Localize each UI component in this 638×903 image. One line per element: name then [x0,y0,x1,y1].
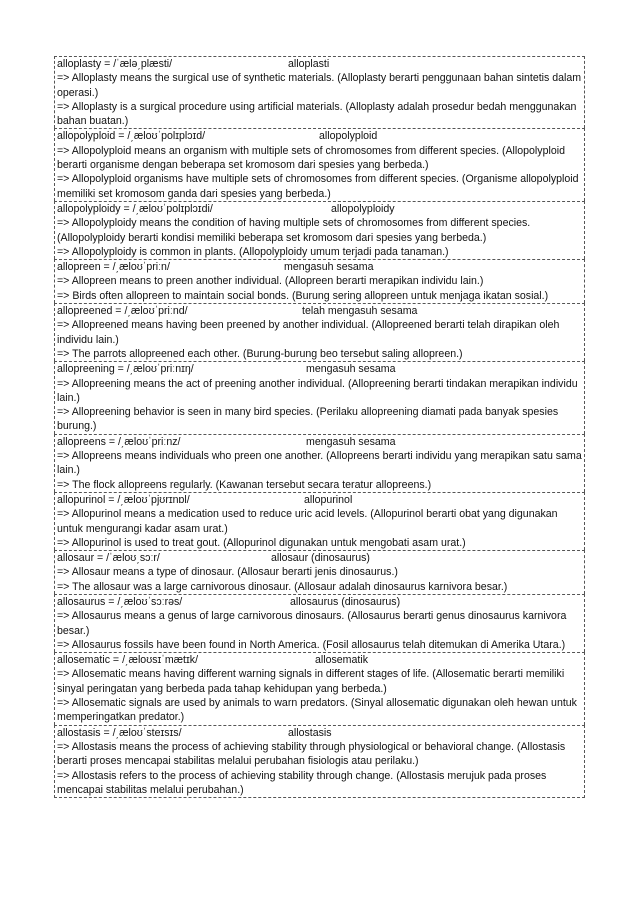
translation: mengasuh sesama [306,363,396,376]
entry-allopurinol [54,492,585,550]
entry-allosematic [54,652,585,724]
example-line: => Birds often allopreen to maintain social bonds. (Burung sering allopreen untuk menjaga ikatan sosial.) [57,289,549,302]
term-pronunciation: allostasis = /͵æloʊˈsteɪsɪs/ [57,726,182,739]
translation: mengasuh sesama [284,261,374,274]
entry-headline [57,362,583,376]
entry-allostasis [54,725,585,798]
translation: allopolyploid [319,130,378,143]
entry-allopreen [54,259,585,303]
entry-allosaurus [54,594,585,652]
definition-line: => Allosaur means a type of dinosaur. (Allosaur berarti jenis dinosaurus.) [57,566,398,579]
definition-line: => Allopolyploidy means the condition of having multiple sets of chromosomes from different species. (Allopolyploidy berarti kondisi memiliki beberapa set kromosom dari spesies yang berbeda.) [57,217,531,244]
term-pronunciation: allosaur = /ˈæloʊ͵sɔːr/ [57,552,160,565]
example-line: => The allosaur was a large carnivorous dinosaur. (Allosaur adalah dinosaurus karnivora besar.) [57,580,508,593]
definition-line: => Allopurinol means a medication used to reduce uric acid levels. (Allopurinol berarti obat yang digunakan untuk mengurangi kadar asam urat.) [57,508,558,535]
entry-alloplasty [54,56,585,128]
entry-headline [57,595,583,609]
entry-allopreened [54,303,585,361]
definition-line: => Alloplasty means the surgical use of synthetic materials. (Alloplasty berarti penggunaan bahan sintetis dalam operasi.) [57,72,582,99]
definition-line: => Allosematic means having different warning signals in different stages of life. (Allosematic berarti memiliki sinyal peringatan yang berbeda pada tahap kehidupan yang berbeda.) [57,668,565,695]
translation: telah mengasuh sesama [302,305,418,318]
term-pronunciation: allosaurus = /͵æloʊˈsɔːrəs/ [57,595,183,608]
entry-allosaur [54,550,585,594]
example-line: => Allopurinol is used to treat gout. (Allopurinol digunakan untuk mengobati asam urat.) [57,536,466,549]
term-pronunciation: allopolyploidy = /͵æloʊˈpolɪplɔɪdi/ [57,202,213,215]
entry-headline [57,260,583,274]
definition-line: => Allostasis means the process of achieving stability through physiological or behavioral change. (Allostasis berarti proses mencapai stabilitas melalui perubahan fisiologis atau perilaku.) [57,740,566,768]
definition-line: => Allopreened means having been preened by another individual. (Allopreened berarti telah dirapikan oleh individu lain.) [57,319,560,346]
entry-headline [57,493,583,507]
example-line: => Allosaurus fossils have been found in North America. (Fosil allosaurus telah ditemukan di Amerika Utara.) [57,638,566,651]
example-line: => Alloplasty is a surgical procedure using artificial materials. (Alloplasty adalah prosedur bedah menggunakan bahan buatan.) [57,100,577,128]
entry-allopreens [54,434,585,492]
definition-line: => Allopreening means the act of preening another individual. (Allopreening berarti tindakan merapikan individu lain.) [57,377,578,404]
entry-headline [57,304,583,318]
translation: allosematik [315,654,368,667]
entry-headline [57,202,583,216]
example-line: => The parrots allopreened each other. (Burung-burung beo tersebut saling allopreen.) [57,347,463,360]
term-pronunciation: allopreens = /͵æloʊˈpriːnz/ [57,435,181,448]
term-pronunciation: allopolyploid = /͵æloʊˈpolɪplɔɪd/ [57,130,206,143]
entry-headline [57,551,583,565]
term-pronunciation: allosematic = /͵æloʊsɪˈmætɪk/ [57,654,199,667]
translation: alloplasti [288,58,330,70]
definition-line: => Allosaurus means a genus of large carnivorous dinosaurs. (Allosaurus berarti genus dinosaurus karnivora besar.) [57,610,567,637]
entry-headline [57,653,583,667]
translation: allosaurus (dinosaurus) [290,595,401,608]
translation: allopurinol [304,493,353,506]
term-pronunciation: allopurinol = /͵æloʊˈpjʊrɪnɒl/ [57,493,190,506]
entry-headline [57,435,583,449]
entry-headline [57,57,583,71]
entry-allopolyploid [54,128,585,200]
entry-headline [57,726,583,740]
example-line: => Allostasis refers to the process of achieving stability through change. (Allostasis merujuk pada proses mencapai stabilitas melalui perubahan.) [57,769,547,796]
term-pronunciation: allopreening = /͵æloʊˈpriːnɪŋ/ [57,363,194,376]
translation: allostasis [288,726,332,739]
term-pronunciation: allopreened = /͵æloʊˈpriːnd/ [57,305,188,318]
example-line: => The flock allopreens regularly. (Kawanan tersebut secara teratur allopreens.) [57,478,432,491]
definition-line: => Allopreens means individuals who preen one another. (Allopreens berarti individu yang merapikan satu sama lain.) [57,450,582,477]
entry-headline [57,129,583,143]
example-line: => Allopreening behavior is seen in many bird species. (Perilaku allopreening diamati pada banyak spesies burung.) [57,406,559,433]
entry-allopolyploidy [54,201,585,259]
translation: mengasuh sesama [306,435,396,448]
term-pronunciation: alloplasty = /ˈælə͵plæsti/ [57,58,173,70]
term-pronunciation: allopreen = /͵æloʊˈpriːn/ [57,261,170,274]
example-line: => Allosematic signals are used by animals to warn predators. (Sinyal allosematic digunakan oleh hewan untuk memperingatkan predator.) [57,697,577,724]
example-line: => Allopolyploid organisms have multiple sets of chromosomes from different species. (Organisme allopolyploid memiliki set kromosom ganda dari spesies yang berbeda.) [57,173,579,200]
example-line: => Allopolyploidy is common in plants. (Allopolyploidy umum terjadi pada tanaman.) [57,245,449,258]
definition-line: => Allopreen means to preen another individual. (Allopreen berarti merapikan individu lain.) [57,275,484,288]
definition-line: => Allopolyploid means an organism with multiple sets of chromosomes from different species. (Allopolyploid berarti organisme dengan beberapa set kromosom dari spesies yang berbeda.) [57,144,565,172]
translation: allosaur (dinosaurus) [271,552,370,565]
vocabulary-document [54,56,585,798]
translation: allopolyploidy [331,202,395,215]
entry-allopreening [54,361,585,433]
